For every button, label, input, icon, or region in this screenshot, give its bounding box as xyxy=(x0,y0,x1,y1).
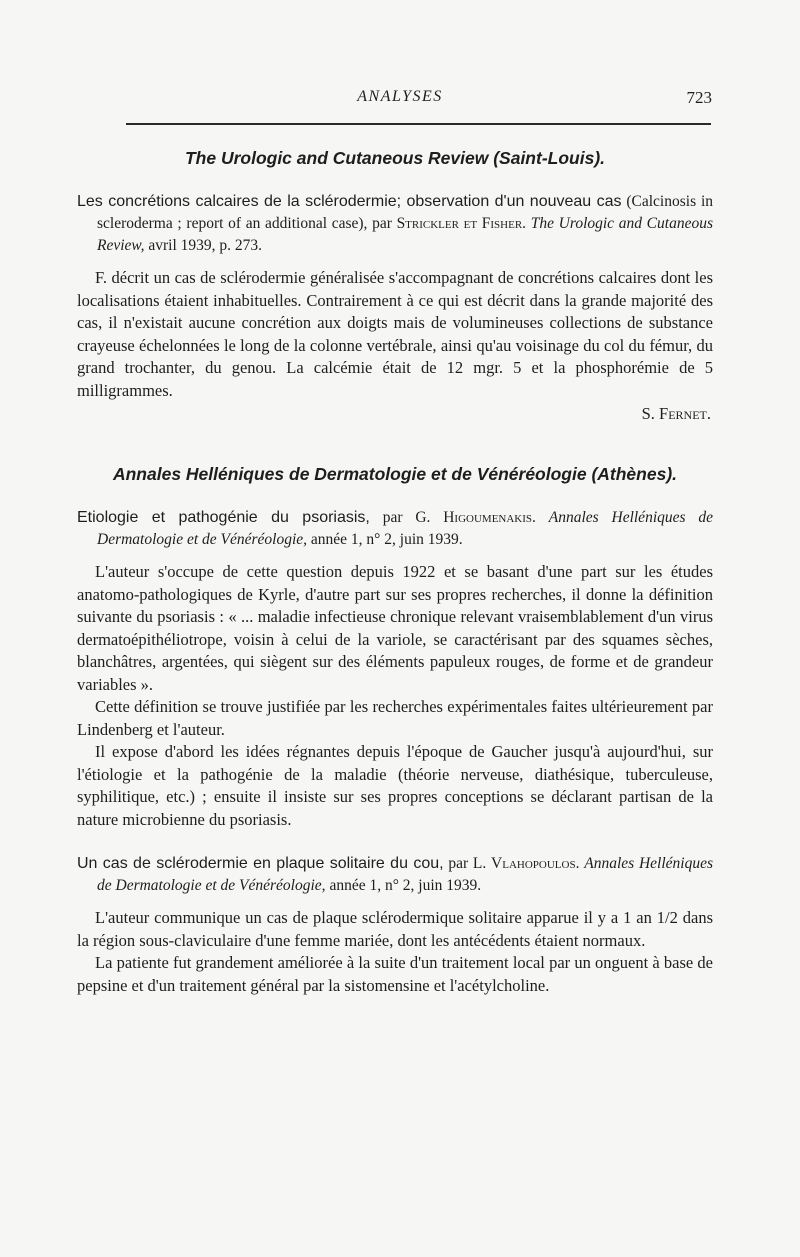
abstract-psoriasis-p2: Cette définition se trouve justifiée par les recherches expérimentales faites ultérieurement par Lindenberg et l'auteur. xyxy=(77,697,713,739)
article-title-calcinosis: Les concrétions calcaires de la sclérodermie; observation d'un nouveau cas xyxy=(77,193,622,210)
abstract-psoriasis-p3: Il expose d'abord les idées régnantes depuis l'époque de Gaucher jusqu'à aujourd'hui, sur l'étiologie et la pathogénie de la maladie (théorie nerveuse, diathésique, tuberculeuse, syphilitique, etc.) ; ensuite il insiste sur ses propres conceptions se déclarant partisan de la nature microbienne du psoriasis. xyxy=(77,742,713,829)
abstract-calcinosis: F. décrit un cas de sclérodermie généralisée s'accompagnant de concrétions calcaires dont les localisations étaient inhabituelles. Contrairement à ce qui est décrit dans la grande majorité des cas, il n'existait aucune concrétion aux doigts mais de volumineuses collections de substance crayeuse échelonnées le long de la colonne vertébrale, ainsi qu'au voisinage du col du fémur, du grand trochanter, du genou. La calcémie était de 12 mgr. 5 et la phosphorémie de 5 milligrammes. xyxy=(77,268,713,400)
article-by-psoriasis: par G. xyxy=(382,509,431,526)
running-title: ANALYSES xyxy=(357,88,443,105)
citation-calcinosis xyxy=(77,191,713,257)
article-journal: The Urologic and Cutaneous Review, xyxy=(97,215,713,254)
abstract-scleroderma-p2: La patiente fut grandement améliorée à la suite d'un traitement local par un onguent à base de pepsine et d'un traitement général par la sistomensine et l'acétylcholine. xyxy=(77,953,713,995)
article-journal-scleroderma: Annales Helléniques de Dermatologie et de Vénéréologie, xyxy=(97,855,713,894)
header-rule xyxy=(126,123,711,125)
page-content xyxy=(77,146,713,997)
article-journal-psoriasis: Annales Helléniques de Dermatologie et de Vénéréologie, xyxy=(97,509,713,548)
article-authors: Strickler et Fisher. xyxy=(396,215,527,232)
abstract-psoriasis-p1: L'auteur s'occupe de cette question depuis 1922 et se basant d'une part sur les études anatomo-pathologiques de Kyrle, d'autre part sur ses propres recherches, il donne la définition suivante du psoriasis : « ... maladie infectieuse chronique relevant vraisemblablement d'un virus dermatoépithéliotrope, voisin à celui de la variole, se caractérisant par des squames sèches, blanchâtres, argentées, qui siègent sur des éléments papuleux rouges, de forme et de grandeur variables ». xyxy=(77,562,713,694)
page-number: 723 xyxy=(686,88,712,107)
article-author-scleroderma: Vlahopoulos. xyxy=(491,855,580,872)
reviewer-signature: S. Fernet. xyxy=(641,404,711,423)
article-date-psoriasis: année 1, n° 2, juin 1939. xyxy=(310,531,463,548)
citation-scleroderma xyxy=(77,853,713,897)
article-title-scleroderma: Un cas de sclérodermie en plaque solitaire du cou, xyxy=(77,855,444,872)
journal-title-urologic: The Urologic and Cutaneous Review (Saint-Louis). xyxy=(184,148,606,168)
article-title-psoriasis: Etiologie et pathogénie du psoriasis, xyxy=(77,509,370,526)
article-date-scleroderma: année 1, n° 2, juin 1939. xyxy=(329,877,482,894)
journal-title-hellenic: Annales Helléniques de Dermatologie et de Vénéréologie (Athènes). xyxy=(112,464,678,484)
running-head xyxy=(0,86,800,110)
abstract-scleroderma-p1: L'auteur communique un cas de plaque sclérodermique solitaire apparue il y a 1 an 1/2 dans la région sous-claviculaire d'une femme mariée, dont les antécédents étaient normaux. xyxy=(77,908,713,950)
article-by-scleroderma: par L. xyxy=(448,855,487,872)
article-translation: (Calcinosis in scleroderma ; report of an additional case), par xyxy=(97,193,714,232)
article-date: avril 1939, p. 273. xyxy=(148,237,263,254)
article-author-psoriasis: Higoumenakis. xyxy=(443,509,536,526)
section-gap xyxy=(77,831,713,853)
citation-psoriasis xyxy=(77,507,713,551)
